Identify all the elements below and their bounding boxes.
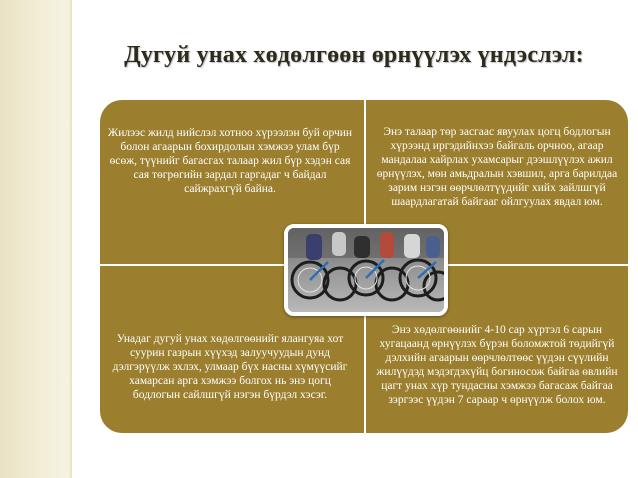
band-divider [70, 0, 72, 478]
bicycles-photo-icon [288, 228, 444, 312]
quadrant-bottom-left-text: Унадаг дугуй унах хөдөлгөөнийг ялангуяа хот суурин газрын хүүхэд залуучуудын дунд дэлгэрүүлж эхлэх, улмаар бүх насны хүмүүсийг хамарсан арга хэмжээ болгох нь энэ цогц бодлогын сайлшгүй нэгэн бүрдэл хэсэг. [112, 332, 348, 401]
left-decorative-band [0, 0, 70, 478]
slide-title: Дугуй унах хөдөлгөөн өрнүүлэх үндэслэл: [124, 42, 584, 68]
quadrant-top-left-text: Жилээс жилд нийслэл хотноо хүрээлэн буй орчин болон агаарын бохирдолын хэмжээ улам бүр өсөж, түүнийг багасгах талаар жил бүр хэдэн сая сая төгрөгийн зардал гаргадаг ч байдал сайжрахгүй байна. [107, 127, 353, 195]
bicycles-photo [284, 224, 448, 316]
quadrant-top-right-text: Энэ талаар төр засгаас явуулах цогц бодлогын хүрээнд иргэдийнхээ байгаль орчноо, агаар мандалаа хайрлах ухамсарыг дээшлүүлэх ажил өрнүүлэх, мөн амьдралын хэвшил, арга барилдаа зарим нэгэн өөрчлөлтүүдийг хийх зайлшгүй шаардлагатай байгааг ойлгуулах явдал юм. [376, 126, 618, 208]
quadrant-bottom-right-text: Энэ хөдөлгөөнийг 4-10 сар хүртэл 6 сарын хугацаанд өрнүүлэх бүрэн боломжтой төдийгүй дэлхийн агаарын өөрчлөлтөөс үүдэн сүүлийн жилүүдэд мэдэгдэхүйц богиносож байгаа өвлийн цагт унах хүр тундасны хэмжээ багасаж байгаа зэргээс үүдэн 7 сараар ч өрнүүлж болох юм. [376, 323, 618, 406]
